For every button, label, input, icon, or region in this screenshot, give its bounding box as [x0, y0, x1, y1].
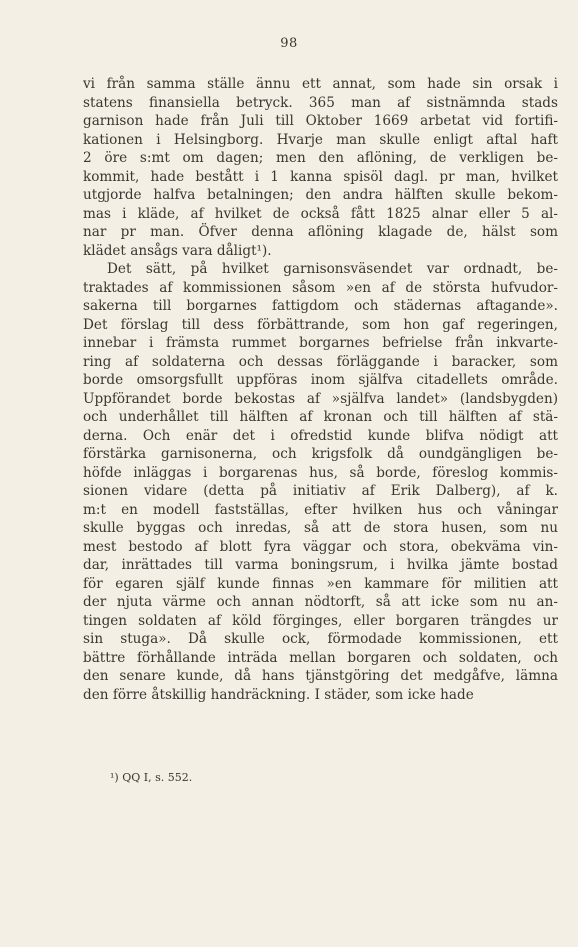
text-line: höfde inläggas i borgarenas hus, så borde, föreslog kommis- [83, 464, 558, 481]
text-line: förstärka garnisonerna, och krigsfolk då oundgängligen be- [83, 446, 558, 462]
text-line: för egaren själf kunde finnas »en kammare för militien att [83, 575, 558, 592]
text-line: sionen vidare (detta på initiativ af Erik Dalberg), af k. [83, 483, 558, 499]
text-line: utgjorde halfva betalningen; den andra hälften skulle bekom- [83, 187, 558, 203]
text-line: skulle byggas och inredas, så att de stora husen, som nu [83, 520, 558, 536]
text-line: tingen soldaten af köld förginges, eller borgaren trängdes ur [83, 612, 558, 629]
text-line: den förre åtskillig handräckning. I städer, som icke hade [83, 686, 474, 703]
text-line: mas i kläde, af hvilket de också fått 1825 alnar eller 5 al- [83, 205, 558, 222]
text-line: nar pr man. Öfver denna aflöning klagade de, hälst som [83, 224, 558, 240]
text-line: kationen i Helsingborg. Hvarje man skulle enligt aftal haft [83, 131, 558, 148]
page-number: 98 [280, 36, 298, 51]
text-line: Uppförandet borde bekostas af »själfva landet» (landsbygden) [83, 390, 558, 407]
text-line: vi från samma ställe ännu ett annat, som hade sin orsak i [83, 76, 558, 92]
text-line: statens finansiella betryck. 365 man af sistnämnda stads [83, 94, 558, 111]
text-line: traktades af kommissionen såsom »en af de största hufvudor- [83, 279, 558, 296]
text-line: bättre förhållande inträda mellan borgaren och soldaten, och [83, 649, 558, 666]
text-line: den senare kunde, då hans tjänstgöring det medgåfve, lämna [83, 668, 558, 684]
text-line: sin stuga». Då skulle ock, förmodade kommissionen, ett [83, 631, 558, 647]
text-line: ring af soldaterna och dessas förläggande i baracker, som [83, 353, 558, 370]
text-line: kommit, hade bestått i 1 kanna spisöl dagl. pr man, hvilket [83, 168, 558, 185]
text-line: m:t en modell fastställas, efter hvilken hus och våningar [83, 501, 558, 518]
text-line: Det sätt, på hvilket garnisonsväsendet var ordnadt, be- [107, 261, 558, 277]
text-line: derna. Och enär det i ofredstid kunde blifva nödigt att [83, 427, 558, 444]
text-line: sakerna till borgarnes fattigdom och städernas aftagande». [83, 298, 558, 314]
body-text [83, 75, 558, 704]
text-line: innebar i främsta rummet borgarnes befrielse från inkvarte- [83, 335, 558, 351]
text-line: borde omsorgsfullt uppföras inom själfva citadellets område. [83, 372, 558, 388]
footnote: ¹) QQ I, s. 552. [110, 771, 193, 784]
text-line: der njuta värme och annan nödtorft, så att icke som nu an- [83, 594, 558, 610]
text-line: garnison hade från Juli till Oktober 1669 arbetat vid fortifi- [83, 113, 558, 129]
text-line: och underhållet till hälften af kronan och till hälften af stä- [83, 409, 558, 425]
text-line: dar, inrättades till varma boningsrum, i hvilka jämte bostad [83, 557, 558, 573]
text-line: 2 öre s:mt om dagen; men den aflöning, de verkligen be- [83, 150, 558, 166]
text-line: mest bestodo af blott fyra väggar och stora, obekväma vin- [83, 538, 558, 555]
text-line: klädet ansågs vara dåligt¹). [83, 242, 272, 259]
text-line: Det förslag till dess förbättrande, som hon gaf regeringen, [83, 316, 558, 333]
